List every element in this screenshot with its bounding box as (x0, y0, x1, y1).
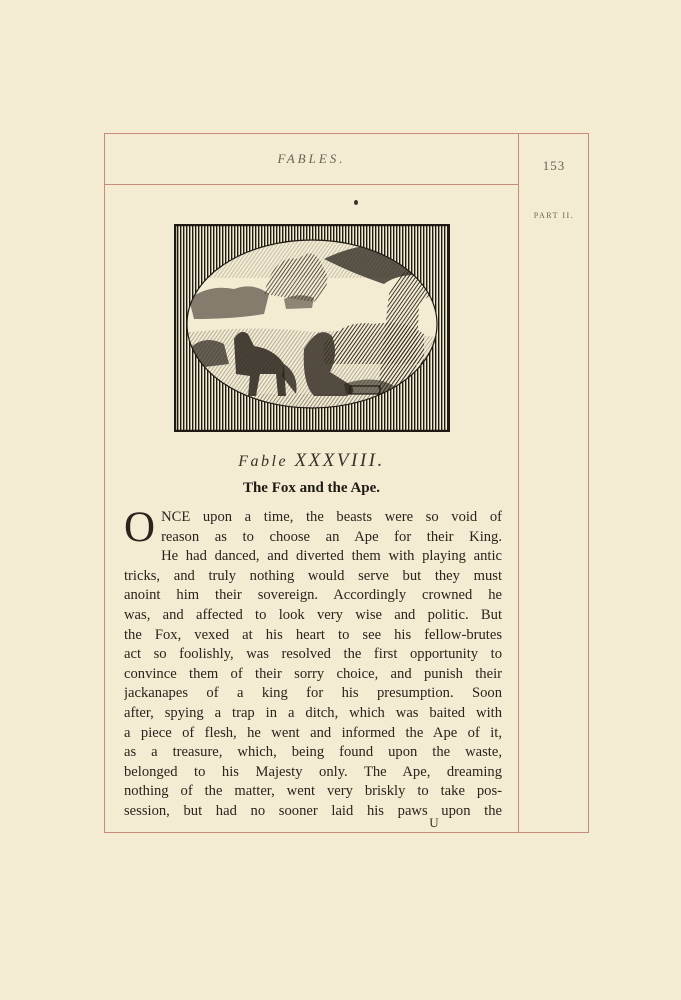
body-line: NCE upon a time, the beasts were so void of (161, 509, 502, 525)
frame-rule-bottom (104, 832, 589, 833)
body-line: He had danced, and diverted them with playing antic (161, 548, 502, 565)
fable-title: The Fox and the Ape. (242, 480, 381, 496)
fable-number-prefix: Fable (238, 453, 289, 470)
body-line: anoint him their sovereign. Accordingly crowned he (124, 587, 502, 604)
fable-number-roman: XXXVIII. (294, 450, 385, 471)
body-line: as a treasure, which, being found upon the waste, (124, 744, 502, 761)
woodcut-illustration (174, 224, 450, 432)
body-line: jackanapes of a king for his presumption. Soon (124, 685, 502, 702)
body-line: nothing of the matter, went very briskly to take pos- (124, 783, 502, 800)
signature-mark: U (429, 815, 439, 830)
body-line: a piece of flesh, he went and informed the Ape of it, (124, 724, 502, 741)
body-line: after, spying a trap in a ditch, which was baited with (124, 704, 502, 721)
drop-cap: O (124, 504, 156, 551)
body-line: tricks, and truly nothing would serve but they must (124, 567, 502, 584)
frame-rule-margin (518, 133, 519, 833)
body-line: belonged to his Majesty only. The Ape, dreaming (124, 763, 502, 780)
ornament-dot (354, 200, 358, 205)
body-line: convince them of their sorry choice, and punish their (124, 665, 502, 682)
body-line: the Fox, vexed at his heart to see his fellow-brutes (124, 626, 502, 643)
frame-rule-header (104, 184, 518, 185)
body-line: was, and affected to look very wise and politic. But (124, 606, 502, 623)
body-line: act so foolishly, was resolved the first opportunity to (124, 646, 502, 663)
running-head: FABLES. (277, 151, 346, 166)
side-label: PART II. (533, 211, 575, 220)
frame-rule-top (104, 133, 589, 134)
frame-rule-right (588, 133, 589, 833)
fox-and-ape-engraving (174, 224, 450, 432)
fable-number (105, 450, 518, 472)
body-line: reason as to choose an Ape for their King. (161, 528, 502, 545)
fable-body (124, 504, 502, 822)
body-line: session, but had no sooner laid his paws upon the (124, 802, 502, 819)
page-number: 153 (542, 158, 566, 173)
